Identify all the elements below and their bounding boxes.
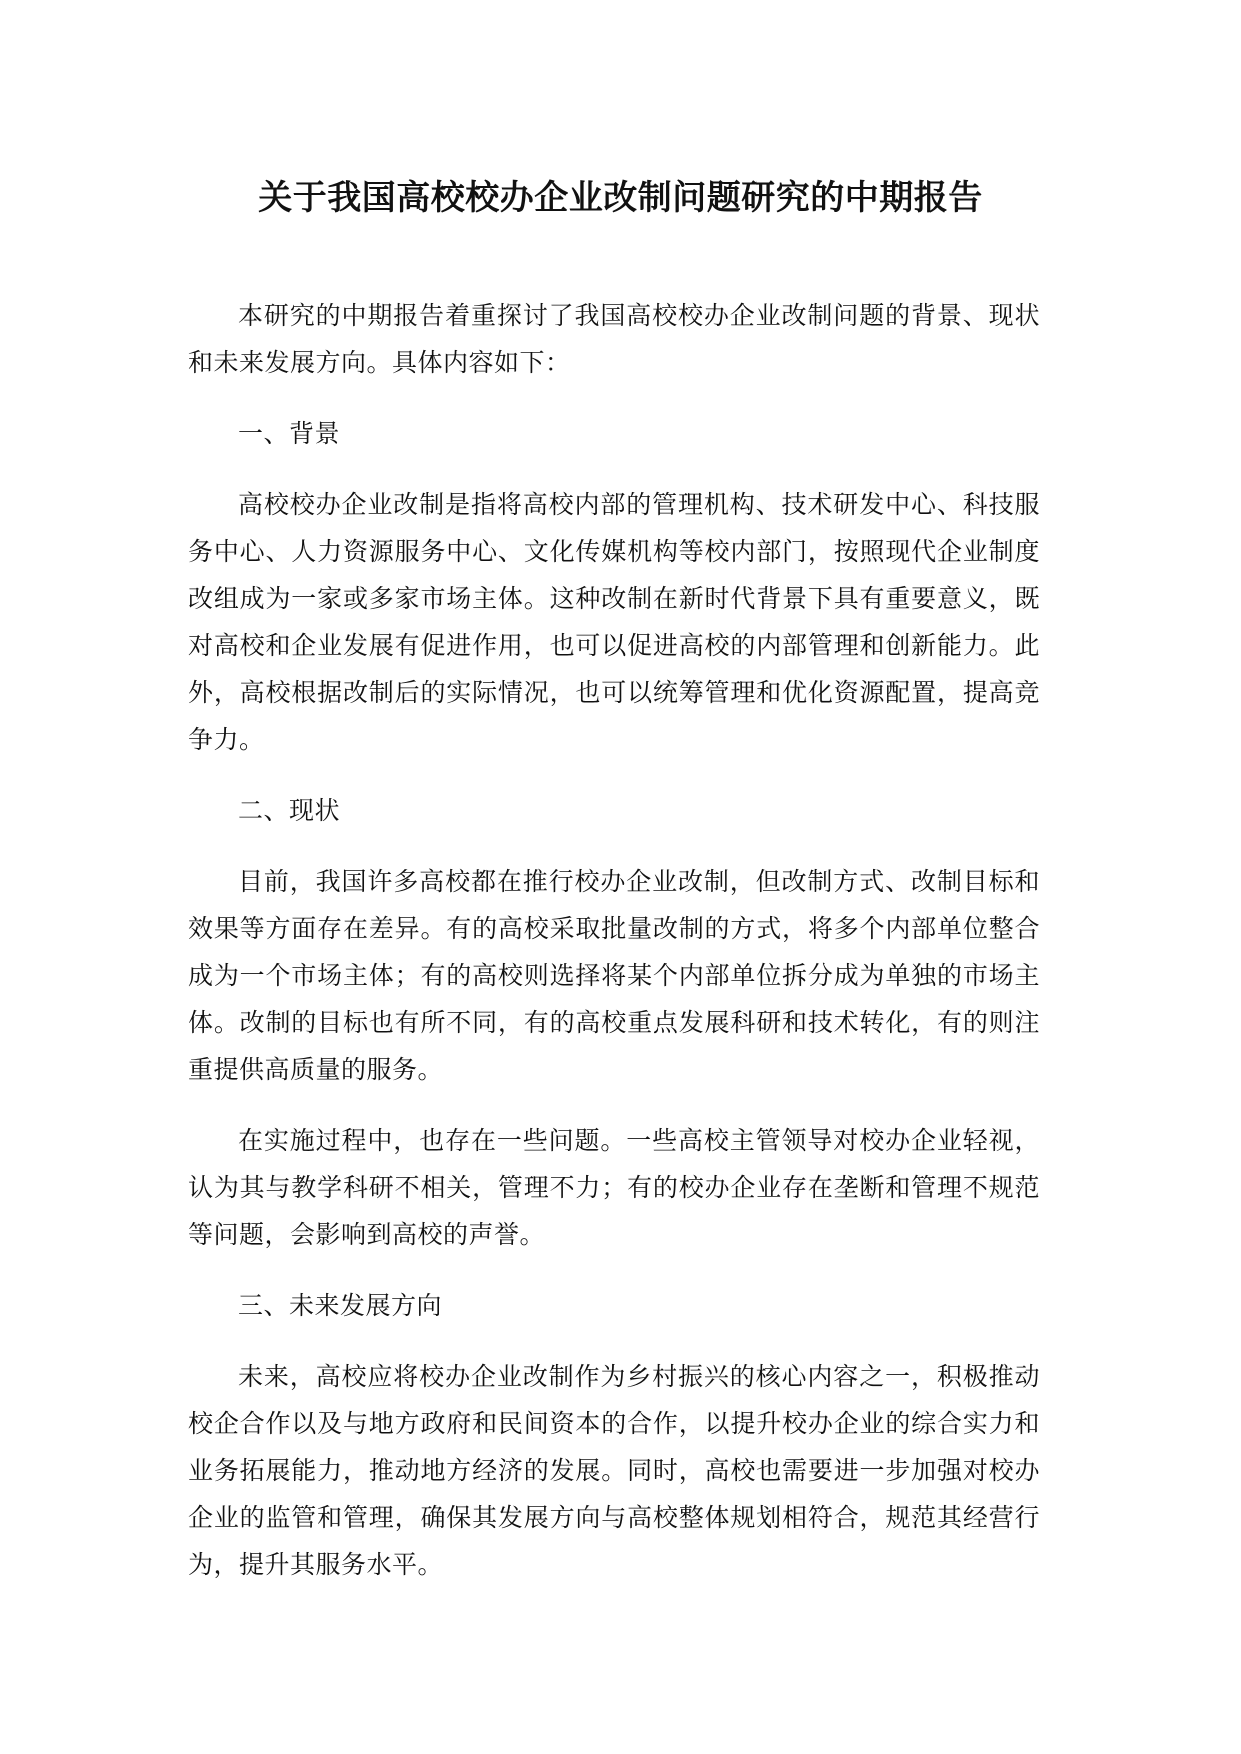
document-body — [188, 292, 1040, 1612]
document-title: 关于我国高校校办企业改制问题研究的中期报告 — [258, 178, 983, 218]
section-heading-future: 三、未来发展方向 — [238, 1291, 443, 1320]
intro-paragraph: 本研究的中期报告着重探讨了我国高校校办企业改制问题的背景、现状和未来发展方向。具体内容如下： — [188, 301, 1040, 377]
background-paragraph: 高校校办企业改制是指将高校内部的管理机构、技术研发中心、科技服务中心、人力资源服务中心、文化传媒机构等校内部门，按照现代企业制度改组成为一家或多家市场主体。这种改制在新时代背景下具有重要意义，既对高校和企业发展有促进作用，也可以促进高校的内部管理和创新能力。此外，高校根据改制后的实际情况，也可以统筹管理和优化资源配置，提高竞争力。 — [188, 490, 1040, 754]
status-paragraph-1: 目前，我国许多高校都在推行校办企业改制，但改制方式、改制目标和效果等方面存在差异。有的高校采取批量改制的方式，将多个内部单位整合成为一个市场主体；有的高校则选择将某个内部单位拆分成为单独的市场主体。改制的目标也有所不同，有的高校重点发展科研和技术转化，有的则注重提供高质量的服务。 — [188, 867, 1040, 1084]
section-heading-background: 一、背景 — [238, 419, 341, 448]
future-paragraph: 未来，高校应将校办企业改制作为乡村振兴的核心内容之一，积极推动校企合作以及与地方政府和民间资本的合作，以提升校办企业的综合实力和业务拓展能力，推动地方经济的发展。同时，高校也需要进一步加强对校办企业的监管和管理，确保其发展方向与高校整体规划相符合，规范其经营行为，提升其服务水平。 — [188, 1362, 1040, 1579]
section-heading-status: 二、现状 — [238, 796, 341, 825]
status-paragraph-2: 在实施过程中，也存在一些问题。一些高校主管领导对校办企业轻视，认为其与教学科研不相关，管理不力；有的校办企业存在垄断和管理不规范等问题，会影响到高校的声誉。 — [188, 1126, 1040, 1249]
